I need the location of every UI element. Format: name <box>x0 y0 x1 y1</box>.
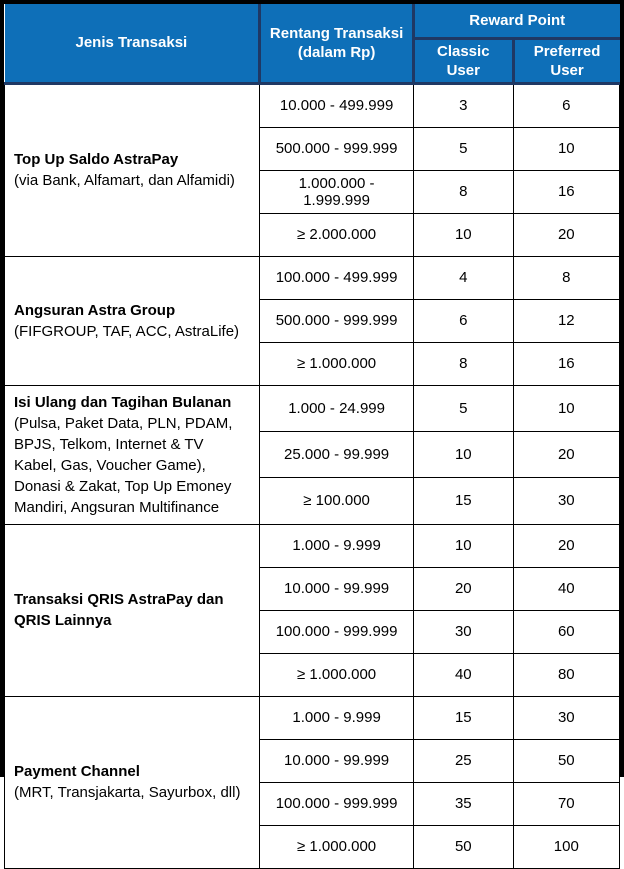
col-header-rentang-transaksi <box>260 4 414 83</box>
table-row <box>5 696 620 739</box>
preferred-points-cell: 50 <box>513 739 619 782</box>
range-cell: 100.000 - 999.999 <box>260 782 414 825</box>
preferred-points-cell: 70 <box>513 782 619 825</box>
preferred-points-cell: 6 <box>513 83 619 127</box>
classic-points-cell: 6 <box>413 299 513 342</box>
transaction-type-description: (FIFGROUP, TAF, ACC, AstraLife) <box>14 322 240 340</box>
preferred-points-cell: 60 <box>513 610 619 653</box>
classic-points-cell: 4 <box>413 256 513 299</box>
rentang-line1: Rentang Transaksi <box>269 24 404 42</box>
transaction-type-cell <box>5 385 260 524</box>
range-cell: 100.000 - 999.999 <box>260 610 414 653</box>
classic-points-cell: 8 <box>413 342 513 385</box>
transaction-type-description: (Pulsa, Paket Data, PLN, PDAM, BPJS, Telkom, Internet & TV Kabel, Gas, Voucher Game), Donasi & Zakat, Top Up Emoney Mandiri, Angsuran Multifinance <box>14 414 233 516</box>
col-header-classic-user: Classic User <box>413 38 513 83</box>
classic-points-cell: 8 <box>413 170 513 213</box>
range-cell: ≥ 1.000.000 <box>260 825 414 868</box>
transaction-type-title: Transaksi QRIS AstraPay dan QRIS Lainnya <box>14 591 224 629</box>
range-cell: 1.000 - 9.999 <box>260 696 414 739</box>
preferred-points-cell: 10 <box>513 127 619 170</box>
range-cell: ≥ 1.000.000 <box>260 653 414 696</box>
table-row <box>5 256 620 299</box>
classic-points-cell: 40 <box>413 653 513 696</box>
classic-points-cell: 15 <box>413 696 513 739</box>
classic-points-cell: 50 <box>413 825 513 868</box>
preferred-points-cell: 20 <box>513 431 619 477</box>
range-cell: ≥ 1.000.000 <box>260 342 414 385</box>
preferred-points-cell: 20 <box>513 213 619 256</box>
preferred-points-cell: 100 <box>513 825 619 868</box>
preferred-points-cell: 80 <box>513 653 619 696</box>
col-header-reward-point: Reward Point <box>413 4 619 38</box>
col-header-preferred-user: Preferred User <box>513 38 619 83</box>
transaction-type-cell <box>5 696 260 868</box>
range-cell: 1.000 - 9.999 <box>260 524 414 567</box>
transaction-type-cell <box>5 83 260 256</box>
preferred-points-cell: 40 <box>513 567 619 610</box>
transaction-type-description: (MRT, Transjakarta, Sayurbox, dll) <box>14 784 241 801</box>
preferred-points-cell: 8 <box>513 256 619 299</box>
range-cell: 10.000 - 99.999 <box>260 567 414 610</box>
preferred-points-cell: 10 <box>513 385 619 431</box>
range-cell: 500.000 - 999.999 <box>260 127 414 170</box>
table-body <box>5 83 620 868</box>
range-cell: 500.000 - 999.999 <box>260 299 414 342</box>
transaction-type-title: Angsuran Astra Group <box>14 301 176 319</box>
preferred-points-cell: 12 <box>513 299 619 342</box>
range-cell: ≥ 100.000 <box>260 478 414 524</box>
transaction-type-title: Payment Channel <box>14 763 140 780</box>
classic-points-cell: 3 <box>413 83 513 127</box>
classic-points-cell: 30 <box>413 610 513 653</box>
preferred-points-cell: 20 <box>513 524 619 567</box>
rentang-line2: (dalam Rp) <box>297 43 376 61</box>
classic-points-cell: 35 <box>413 782 513 825</box>
range-cell: 1.000 - 24.999 <box>260 385 414 431</box>
classic-points-cell: 10 <box>413 213 513 256</box>
classic-points-cell: 20 <box>413 567 513 610</box>
col-header-jenis-transaksi: Jenis Transaksi <box>5 4 260 83</box>
transaction-type-description: (via Bank, Alfamart, dan Alfamidi) <box>14 172 235 189</box>
preferred-points-cell: 16 <box>513 170 619 213</box>
range-cell: ≥ 2.000.000 <box>260 213 414 256</box>
range-cell: 100.000 - 499.999 <box>260 256 414 299</box>
classic-points-cell: 10 <box>413 524 513 567</box>
table-row <box>5 385 620 431</box>
preferred-points-cell: 16 <box>513 342 619 385</box>
range-cell: 1.000.000 - 1.999.999 <box>260 170 414 213</box>
classic-points-cell: 25 <box>413 739 513 782</box>
transaction-type-title: Top Up Saldo AstraPay <box>14 151 179 168</box>
classic-points-cell: 15 <box>413 478 513 524</box>
classic-points-cell: 5 <box>413 385 513 431</box>
table-row <box>5 83 620 127</box>
preferred-points-cell: 30 <box>513 478 619 524</box>
range-cell: 25.000 - 99.999 <box>260 431 414 477</box>
table-header <box>5 4 620 83</box>
range-cell: 10.000 - 499.999 <box>260 83 414 127</box>
range-cell: 10.000 - 99.999 <box>260 739 414 782</box>
transaction-type-title: Isi Ulang dan Tagihan Bulanan <box>14 393 232 411</box>
preferred-points-cell: 30 <box>513 696 619 739</box>
classic-points-cell: 10 <box>413 431 513 477</box>
classic-points-cell: 5 <box>413 127 513 170</box>
reward-point-table <box>4 4 620 869</box>
table-row <box>5 524 620 567</box>
transaction-type-cell <box>5 256 260 385</box>
transaction-type-cell <box>5 524 260 696</box>
